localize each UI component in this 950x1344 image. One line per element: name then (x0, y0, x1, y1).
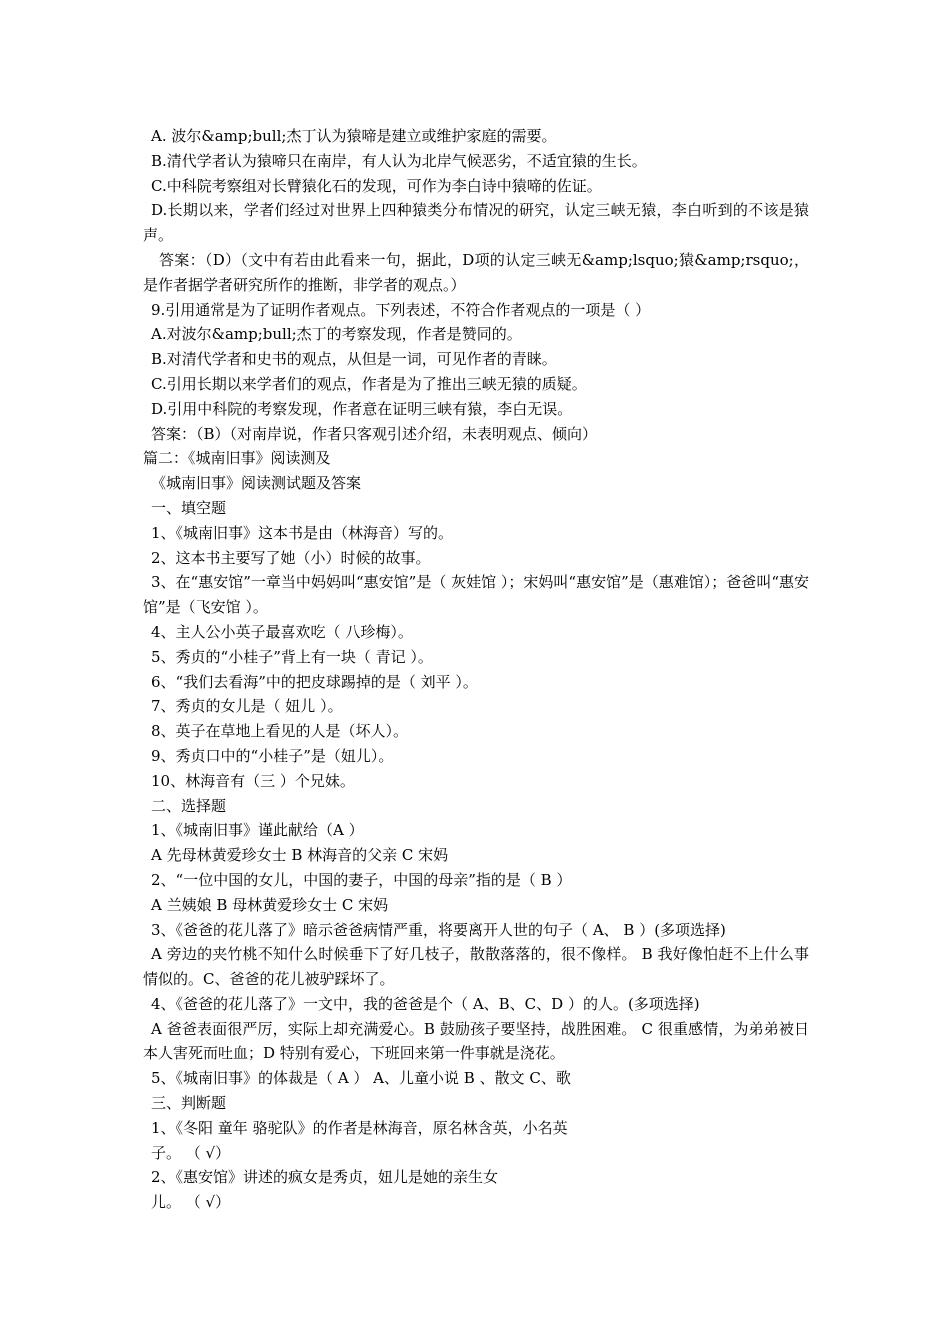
judge-item-2-cont: 儿。 （ √） (151, 1193, 231, 1212)
section-heading: 篇二：《城南旧事》阅读测及 (143, 449, 331, 468)
answer-paragraph: 答案：（D）（文中有若由此看来一句，据此，D项的认定三峡无&amp;lsquo;猿&amp;rsquo;，是作者据学者研究所作的推断，非学者的观点。） (143, 250, 809, 294)
choice-1-options: A 先母林黄爱珍女士 B 林海音的父亲 C 宋妈 (151, 846, 449, 865)
fill-item-5: 5、秀贞的“小桂子”背上有一块（ 青记 ）。 (151, 647, 433, 666)
fill-item-1: 1、《城南旧事》这本书是由（林海音）写的。 (151, 523, 454, 542)
fill-item-10: 10、林海音有（三 ）个兄妹。 (151, 771, 355, 790)
judge-item-1: 1、《冬阳 童年 骆驼队》的作者是林海音，原名林含英，小名英 (151, 1118, 568, 1137)
q9-option-c: C.引用长期以来学者们的观点，作者是为了推出三峡无猿的质疑。 (151, 374, 587, 393)
choice-item-5: 5、《城南旧事》的体裁是（ A ） A、儿童小说 B 、散文 C、歌 (151, 1069, 571, 1088)
question-9: 9.引用通常是为了证明作者观点。下列表述，不符合作者观点的一项是（ ） (151, 300, 651, 319)
choice-item-1: 1、《城南旧事》谨此献给（A ） (151, 821, 364, 840)
option-a-line: A. 波尔&amp;bull;杰丁认为猿啼是建立或维护家庭的需要。 (151, 127, 557, 145)
choice-4-options: A 爸爸表面很严厉，实际上却充满爱心。B 鼓励孩子要坚持，战胜困难。 C 很重感情，为弟弟被日本人害死而吐血；D 特别有爱心，下班回来第一件事就是浇花。 (143, 1019, 809, 1063)
document-body (143, 124, 809, 1215)
option-b-line: B.清代学者认为猿啼只在南岸，有人认为北岸气候恶劣，不适宜猿的生长。 (151, 151, 647, 170)
choice-item-4: 4、《爸爸的花儿落了》一文中，我的爸爸是个（ A、B、C、D ）的人。(多项选择) (151, 994, 700, 1013)
fill-item-8: 8、英子在草地上看见的人是（坏人）。 (151, 722, 409, 741)
test-title: 《城南旧事》阅读测试题及答案 (151, 474, 362, 493)
option-d-paragraph: D.长期以来，学者们经过对世界上四种猿类分布情况的研究，认定三峡无猿，李白听到的不该是猿声。 (143, 201, 809, 245)
choice-item-3: 3、《爸爸的花儿落了》暗示爸爸病情严重，将要离开人世的句子（ A、 B ）(多项选择) (151, 920, 726, 939)
q9-option-d: D.引用中科院的考察发现，作者意在证明三峡有猿，李白无误。 (151, 399, 573, 418)
choice-item-2: 2、“一位中国的女儿，中国的妻子，中国的母亲”指的是（ B ） (151, 870, 572, 889)
fill-item-9: 9、秀贞口中的“小桂子”是（妞儿）。 (151, 746, 394, 765)
part-heading-fill: 一、填空题 (151, 498, 227, 517)
choice-3-options: A 旁边的夹竹桃不知什么时候垂下了好几枝子，散散落落的，很不像样。 B 我好像怕赶不上什么事情似的。C、爸爸的花儿被驴踩坏了。 (143, 945, 809, 989)
option-c-line: C.中科院考察组对长臂猿化石的发现，可作为李白诗中猿啼的佐证。 (151, 176, 602, 195)
fill-item-2: 2、这本书主要写了她（小）时候的故事。 (151, 548, 431, 567)
fill-item-4: 4、主人公小英子最喜欢吃（ 八珍梅）。 (151, 622, 413, 641)
part-heading-judge: 三、判断题 (151, 1094, 227, 1113)
judge-item-2: 2、《惠安馆》讲述的疯女是秀贞，妞儿是她的亲生女 (151, 1168, 499, 1187)
judge-item-1-cont: 子。 （ √） (151, 1143, 231, 1162)
fill-item-6: 6、“我们去看海”中的把皮球踢掉的是（ 刘平 ）。 (151, 672, 478, 691)
part-heading-choice: 二、选择题 (151, 796, 227, 815)
fill-item-3: 3、在“惠安馆”一章当中妈妈叫“惠安馆”是（ 灰娃馆 ）；宋妈叫“惠安馆”是（惠难馆）；爸爸叫“惠安馆”是（飞安馆 ）。 (143, 573, 809, 617)
fill-item-7: 7、秀贞的女儿是（ 妞儿 ）。 (151, 697, 343, 716)
q9-answer: 答案：（B）（对南岸说，作者只客观引述介绍，未表明观点、倾向） (151, 424, 598, 443)
q9-option-b: B.对清代学者和史书的观点，从但是一词，可见作者的青睐。 (151, 350, 557, 369)
choice-2-options: A 兰姨娘 B 母林黄爱珍女士 C 宋妈 (151, 895, 389, 914)
q9-option-a: A.对波尔&amp;bull;杰丁的考察发现，作者是赞同的。 (151, 325, 522, 344)
